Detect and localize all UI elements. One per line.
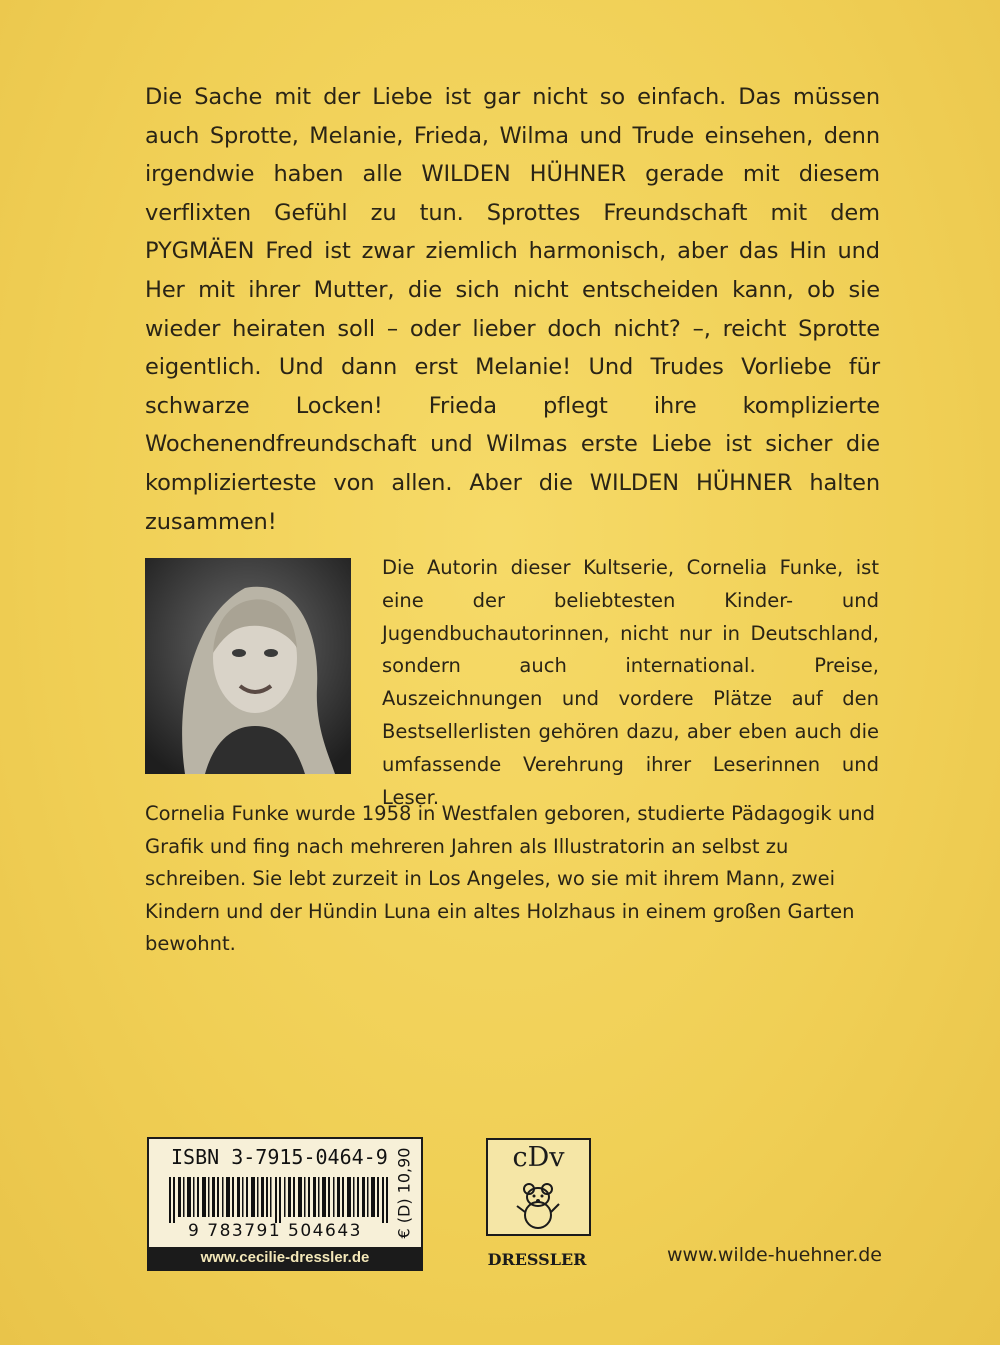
blurb-text: Die Sache mit der Liebe ist gar nicht so einfach. Das müssen auch Sprotte, Melanie, Frieda, Wilma und Trude einsehen, denn irgendwie haben alle WILDEN HÜHNER gerade mit diesem verflixten Gefühl zu tun. Sprottes Freundschaft mit dem PYGMÄEN Fred ist zwar ziemlich harmonisch, aber das Hin und Her mit ihrer Mutter, die sich nicht entscheiden kann, ob sie wieder heiraten soll – oder lieber doch nicht? –, reicht Sprotte eigentlich. Und dann erst Melanie! Und Trudes Vorliebe für schwarze Locken! Frieda pflegt ihre komplizierte Wochenendfreundschaft und Wilmas erste Liebe ist sicher die komplizierteste von allen. Aber die WILDEN HÜHNER halten zusammen!	[145, 84, 880, 535]
price-text: € (D) 10,90	[394, 1147, 414, 1239]
barcode-label	[147, 1137, 423, 1271]
logo-mark: cDv	[512, 1142, 565, 1173]
barcode-icon	[169, 1177, 391, 1223]
author-portrait-icon	[145, 558, 351, 774]
bear-icon	[512, 1180, 564, 1230]
author-bio-detail: Cornelia Funke wurde 1958 in Westfalen geboren, studierte Pädagogik und Grafik und fing nach mehreren Jahren als Illustratorin an selbst zu schreiben. Sie lebt zurzeit in Los Angeles, wo sie mit ihrem Mann, zwei Kindern und der Hündin Luna ein altes Holzhaus in einem großen Garten bewohnt.	[145, 802, 875, 955]
price-label	[391, 1141, 417, 1245]
author-bio-intro: Die Autorin dieser Kultserie, Cornelia Funke, ist eine der beliebtesten Kinder- und Jugendbuchautorinnen, nicht nur in Deutschland, sondern auch international. Preise, Auszeichnungen und vordere Plätze auf den Bestsellerlisten gehören dazu, aber eben auch die umfassende Verehrung ihrer Leserinnen und Leser.	[382, 556, 879, 809]
isbn-number: ISBN 3-7915-0464-9	[171, 1145, 388, 1169]
publisher-name: DRESSLER	[487, 1250, 587, 1269]
author-photo	[145, 558, 351, 774]
series-website[interactable]: www.wilde-huehner.de	[666, 1244, 882, 1266]
ean-number: 9 783791 504643	[188, 1221, 362, 1241]
publisher-logo	[486, 1138, 591, 1236]
publisher-url: www.cecilie-dressler.de	[149, 1247, 421, 1269]
